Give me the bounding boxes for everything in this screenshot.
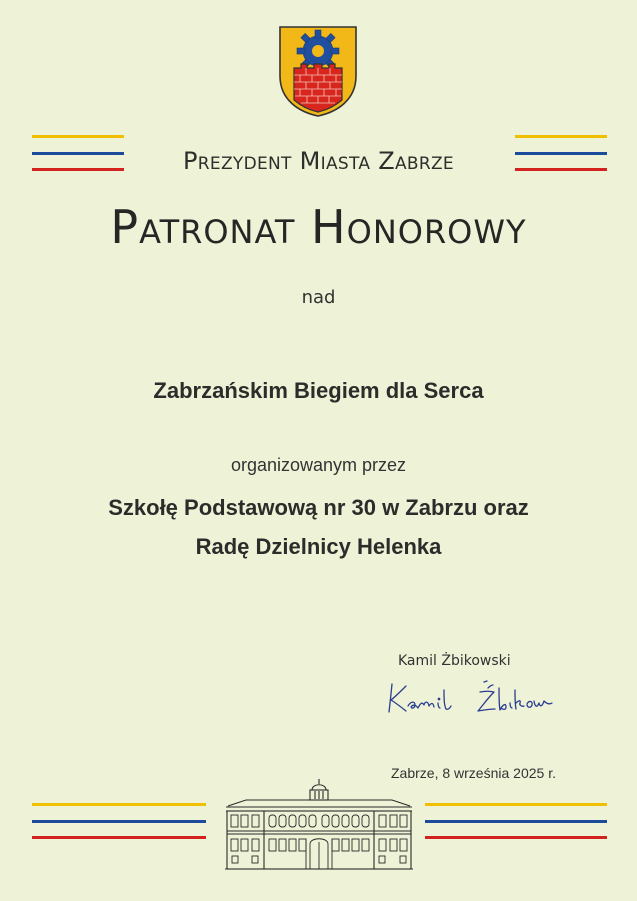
signatory-name: Kamil Żbikowski	[398, 653, 511, 669]
stripes-bottom-right	[425, 803, 607, 843]
event-name: Zabrzańskim Biegiem dla Serca	[153, 378, 484, 403]
organizer-name-line1: Szkołę Podstawową nr 30 w Zabrzu oraz	[108, 495, 529, 520]
organizer-name	[0, 488, 637, 566]
zabrze-coat-of-arms-icon	[277, 24, 359, 118]
issuer-heading: Prezydent Miasta Zabrze	[183, 147, 454, 175]
place-and-date: Zabrze, 8 września 2025 r.	[391, 765, 556, 781]
organizer-intro: organizowanym przez	[230, 455, 407, 475]
preposition-text: nad	[301, 287, 336, 308]
document-title: Patronat Honorowy	[110, 200, 527, 254]
city-hall-building-icon	[224, 776, 414, 872]
stripes-bottom-left	[32, 803, 206, 843]
organizer-name-line2: Radę Dzielnicy Helenka	[195, 534, 442, 559]
handwritten-signature	[384, 670, 564, 718]
